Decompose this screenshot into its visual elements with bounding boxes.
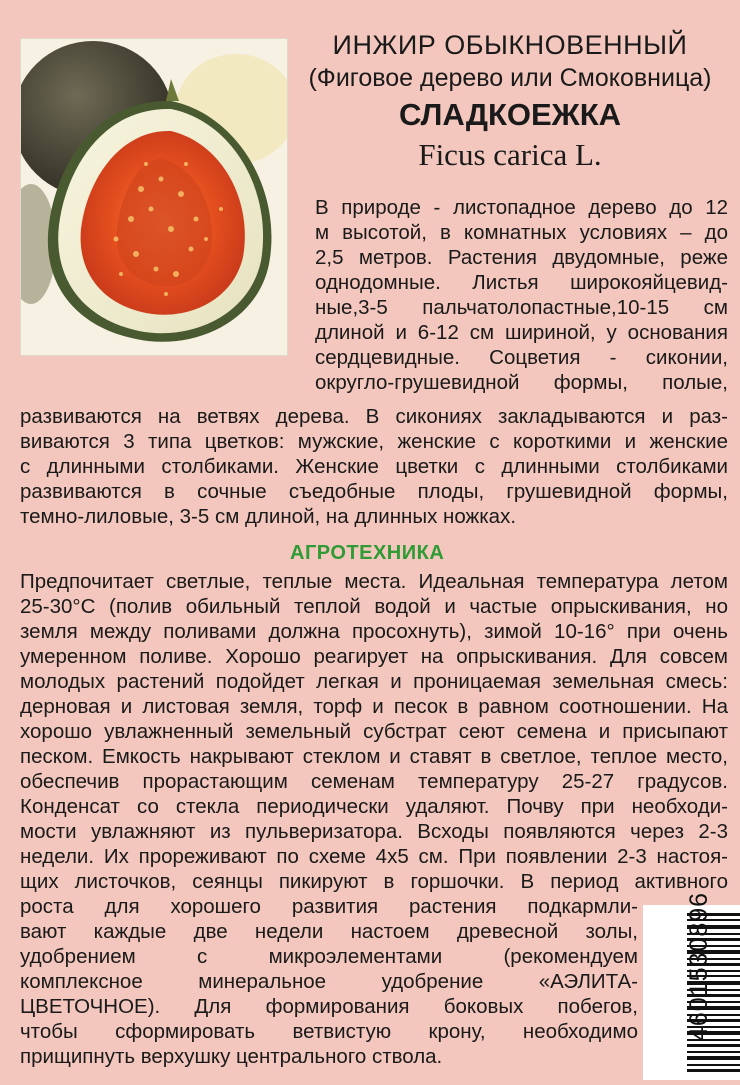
agro-line: Конденсат со стекла периодически удаляют. Почву при необходи-: [20, 795, 728, 818]
alt-names: (Фиговое дерево или Смоковница): [308, 64, 712, 92]
description-line: однодомные. Листья широкояйцевид-: [315, 271, 728, 294]
agro-line: умеренном поливе. Хорошо реагирует на опрыскивания. Для совсем: [20, 645, 728, 668]
agro-line: ЦВЕТОЧНОЕ). Для формирования боковых побегов,: [20, 995, 638, 1018]
agro-line: дерновая и листовая земля, торф и песок в равном соотношении. На: [20, 695, 728, 718]
agro-line: песком. Емкость накрывают стеклом и ставят в светлое, теплое место,: [20, 745, 728, 768]
description-line: с длинными столбиками. Женские цветки с длинными столбиками: [20, 455, 728, 478]
agro-line: обеспечив прорастающим семенам температуру 25-27 градусов.: [20, 770, 728, 793]
agro-line: 25-30°С (полив обильный теплой водой и частые опрыскивания, но: [20, 595, 728, 618]
agro-line: Предпочитает светлые, теплые места. Идеальная температура летом: [20, 570, 728, 593]
description-line: развиваются в сочные съедобные плоды, грушевидной формы,: [20, 480, 728, 503]
agro-line: прищипнуть верхушку центрального ствола.: [20, 1045, 443, 1068]
latin-name: Ficus carica L.: [418, 137, 602, 172]
agro-line: молодых растений подойдет легкая и проницаемая земельная смесь:: [20, 670, 728, 693]
barcode-number: 4601530896: [685, 891, 713, 1041]
description-line: 2,5 метров. Растения двудомные, реже: [315, 246, 728, 269]
description-line: сердцевидные. Соцветия - сиконии,: [315, 346, 728, 369]
description-line: м высотой, в комнатных условиях – до: [315, 221, 728, 244]
agro-line: хорошо увлажненный земельный субстрат сеют семена и присыпают: [20, 720, 728, 743]
description-line: темно-лиловые, 3-5 см длиной, на длинных ножках.: [20, 505, 517, 528]
description-line: ные,3-5 пальчатолопастные,10-15 см: [315, 296, 728, 319]
agro-line: земля между поливами должна просохнуть), зимой 10-16° при очень: [20, 620, 728, 643]
product-title: ИНЖИР ОБЫКНОВЕННЫЙ: [332, 30, 688, 60]
description-line: округло-грушевидной формы, полые,: [315, 371, 728, 394]
agro-line: чтобы сформировать ветвистую крону, необходимо: [20, 1020, 638, 1043]
agro-line: роста для хорошего развития растения подкармли-: [20, 895, 638, 918]
agro-line: щих листочков, сеянцы пикируют в горшочки. В период активного: [20, 870, 728, 893]
description-line: развиваются на ветвях дерева. В сикониях закладываются и раз-: [20, 405, 728, 428]
description-line: В природе - листопадное дерево до 12: [315, 196, 728, 219]
description-line: длиной и 6-12 см шириной, у основания: [315, 321, 728, 344]
agro-line: мости увлажняют из пульверизатора. Всходы появляются через 2-3: [20, 820, 728, 843]
agro-line: вают каждые две недели настоем древесной золы,: [20, 920, 638, 943]
agro-heading: АГРОТЕХНИКА: [290, 542, 445, 564]
agro-line: комплексное минеральное удобрение «АЭЛИТА-: [20, 970, 638, 993]
agro-line: удобрением с микроэлементами (рекомендуем: [20, 945, 638, 968]
agro-line: недели. Их прореживают по схеме 4х5 см. При появлении 2-3 настоя-: [20, 845, 728, 868]
barcode: [643, 891, 740, 1080]
description-line: виваются 3 типа цветков: мужские, женские с короткими и женские: [20, 430, 728, 453]
variety-name: СЛАДКОЕЖКА: [398, 97, 622, 132]
